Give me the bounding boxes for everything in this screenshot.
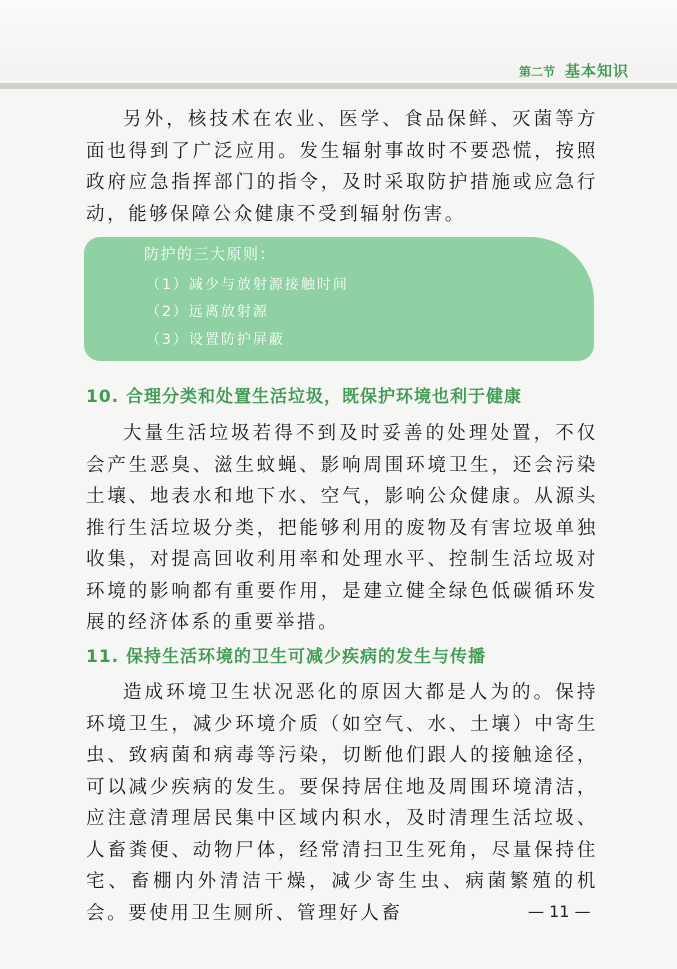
callout-item: （1）减少与放射源接触时间	[146, 277, 349, 293]
callout-item: （3）设置防护屏蔽	[146, 332, 285, 348]
header-divider	[0, 83, 677, 89]
protection-principles-callout	[84, 237, 594, 361]
section-10-heading: 10. 合理分类和处置生活垃圾，既保护环境也利于健康	[86, 387, 523, 407]
running-header	[519, 60, 629, 81]
callout-title: 防护的三大原则：	[144, 245, 277, 263]
callout-item: （2）远离放射源	[146, 304, 269, 320]
intro-paragraph: 另外，核技术在农业、医学、食品保鲜、灭菌等方面也得到了广泛应用。发生辐射事故时不要恐慌，按照政府应急指挥部门的指令，及时采取防护措施或应急行动，能够保障公众健康不受到辐射伤害。	[86, 109, 598, 225]
section-11-body: 造成环境卫生状况恶化的原因大都是人为的。保持环境卫生，减少环境介质（如空气、水、土壤）中寄生虫、致病菌和病毒等污染，切断他们跟人的接触途径，可以减少疾病的发生。要保持居住地及周围环境清洁，应注意清理居民集中区域内积水，及时清理生活垃圾、人畜粪便、动物尸体，经常清扫卫生死角，尽量保持住宅、畜棚内外清洁干燥，减少寄生虫、病菌繁殖的机会。要使用卫生厕所、管理好人畜	[86, 682, 598, 924]
section-10-body: 大量生活垃圾若得不到及时妥善的处理处置，不仅会产生恶臭、滋生蚊蝇、影响周围环境卫生，还会污染土壤、地表水和地下水、空气，影响公众健康。从源头推行生活垃圾分类，把能够利用的废物及有害垃圾单独收集，对提高回收利用率和处理水平、控制生活垃圾对环境的影响都有重要作用，是建立健全绿色低碳循环发展的经济体系的重要举措。	[86, 423, 598, 633]
section-number: 第二节	[518, 65, 555, 79]
section-title: 基本知识	[564, 62, 629, 80]
page-number: — 11 —	[528, 902, 591, 921]
section-11-heading: 11. 保持生活环境的卫生可减少疾病的发生与传播	[86, 647, 487, 667]
